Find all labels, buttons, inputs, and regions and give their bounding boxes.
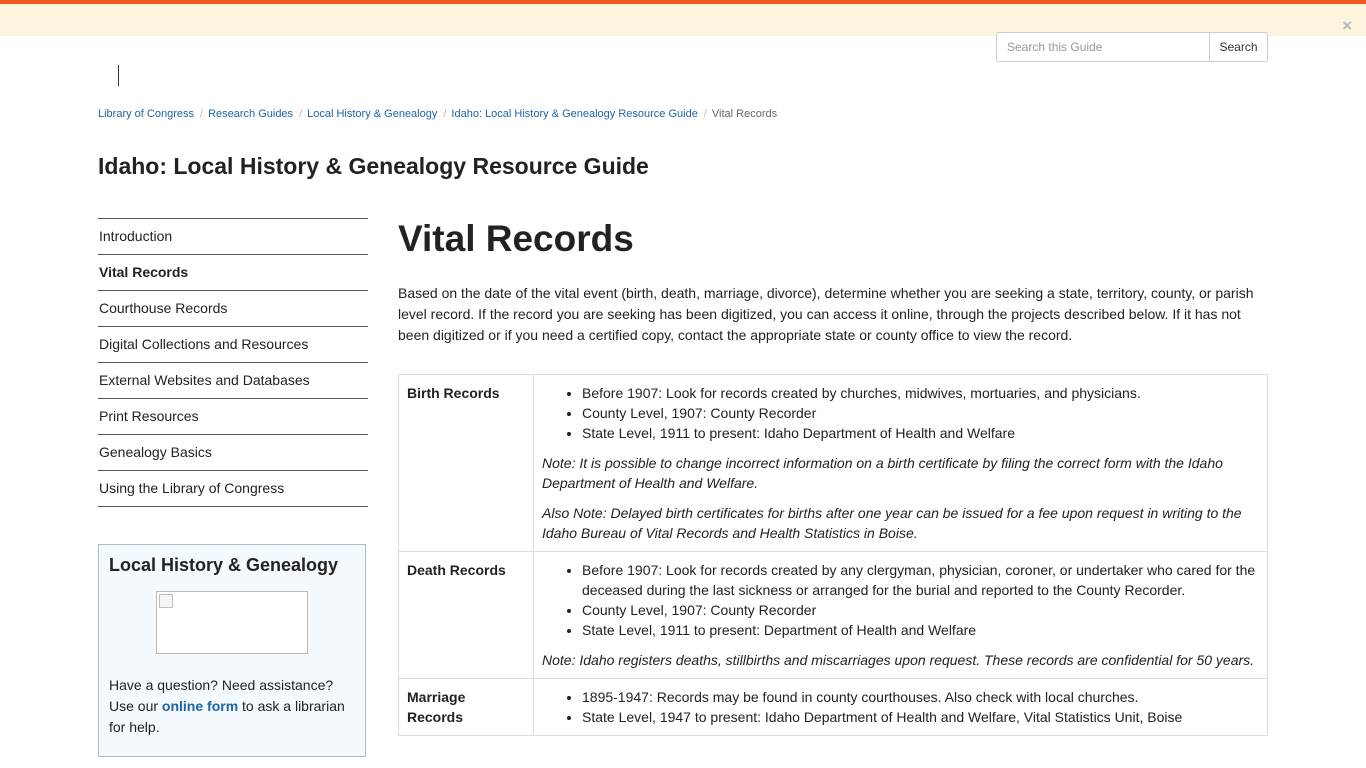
search-button[interactable]: Search — [1209, 32, 1268, 62]
row-content — [534, 552, 1268, 679]
list-item: • County Level, 1907: County Recorder — [582, 600, 1259, 620]
vital-records-table — [398, 374, 1268, 736]
sidebar-item-digital-collections[interactable]: Digital Collections and Resources — [98, 327, 368, 363]
broken-image-placeholder — [156, 591, 308, 654]
page-title: Vital Records — [398, 218, 634, 259]
intro-paragraph: Based on the date of the vital event (birth, death, marriage, divorce), determine whether you are seeking a state, territory, county, or parish level record. If the record you are seeking has been digitized, you can access it online, through the projects described below. If it has not been digitized or if you need a certified copy, contact the appropriate state or county office to view the record. — [398, 285, 1254, 343]
breadcrumb-link-idaho-guide[interactable]: Idaho: Local History & Genealogy Resource Guide — [451, 108, 698, 120]
help-text-before: Have a question? Need assistance? Use our — [109, 677, 334, 714]
breadcrumb-separator: / — [703, 108, 707, 120]
note-text: Also Note: Delayed birth certificates for births after one year can be issued for a fee upon request in writing to the Idaho Bureau of Vital Records and Health Statistics in Boise. — [542, 505, 1242, 541]
row-label: Marriage Records — [399, 679, 534, 736]
note-text: Note: It is possible to change incorrect information on a birth certificate by filing the correct form with the Idaho Department of Health and Welfare. — [542, 455, 1223, 491]
search-input[interactable] — [996, 32, 1209, 62]
guide-title: Idaho: Local History & Genealogy Resource Guide — [98, 153, 649, 179]
row-content — [534, 375, 1268, 552]
help-text-after: to ask a librarian for help. — [109, 698, 345, 735]
list-item: • County Level, 1907: County Recorder — [582, 403, 1259, 423]
help-box-title: Local History & Genealogy — [109, 555, 339, 575]
table-row-birth-records — [399, 375, 1268, 552]
main-content — [398, 214, 1268, 346]
sidebar-item-introduction[interactable]: Introduction — [98, 219, 368, 255]
breadcrumb-separator: / — [200, 108, 204, 120]
list-item: • 1895-1947: Records may be found in county courthouses. Also check with local churches. — [582, 687, 1259, 707]
record-list — [542, 383, 1259, 443]
online-form-link[interactable]: online form — [161, 698, 239, 714]
list-item: • State Level, 1911 to present: Department of Health and Welfare — [582, 620, 1259, 640]
list-item: • State Level, 1947 to present: Idaho Department of Health and Welfare, Vital Statistics Unit, Boise — [582, 707, 1259, 727]
sidebar-item-courthouse-records[interactable]: Courthouse Records — [98, 291, 368, 327]
table-row-death-records — [399, 552, 1268, 679]
help-box-text — [109, 675, 355, 738]
note-text: Note: Idaho registers deaths, stillbirths and miscarriages upon request. These records are confidential for 50 years. — [542, 652, 1255, 668]
broken-image-icon — [159, 594, 173, 608]
breadcrumb-separator: / — [299, 108, 303, 120]
breadcrumb-separator: / — [443, 108, 447, 120]
sidebar-nav — [98, 218, 368, 507]
row-label: Death Records — [399, 552, 534, 679]
table-row-marriage-records — [399, 679, 1268, 736]
record-list — [542, 560, 1259, 640]
sidebar-item-vital-records[interactable]: Vital Records — [98, 255, 368, 291]
list-item: • Before 1907: Look for records created by any clergyman, physician, coroner, or undertaker who cared for the deceased during the last sickness or arranged for the burial and reported to the County Recorder. — [582, 560, 1259, 600]
record-list — [542, 687, 1259, 727]
guide-search-form — [996, 32, 1268, 62]
row-content — [534, 679, 1268, 736]
breadcrumb-link-local-history[interactable]: Local History & Genealogy — [307, 108, 438, 120]
sidebar-item-genealogy-basics[interactable]: Genealogy Basics — [98, 435, 368, 471]
list-item: • State Level, 1911 to present: Idaho Department of Health and Welfare — [582, 423, 1259, 443]
sidebar-item-external-websites[interactable]: External Websites and Databases — [98, 363, 368, 399]
close-icon[interactable]: × — [1342, 16, 1352, 35]
logo-divider — [118, 65, 119, 86]
sidebar-item-using-loc[interactable]: Using the Library of Congress — [98, 471, 368, 507]
list-item: • Before 1907: Look for records created by churches, midwives, mortuaries, and physicians. — [582, 383, 1259, 403]
row-label: Birth Records — [399, 375, 534, 552]
sidebar-item-print-resources[interactable]: Print Resources — [98, 399, 368, 435]
breadcrumb — [98, 108, 777, 120]
breadcrumb-current: Vital Records — [711, 108, 778, 120]
breadcrumb-link-library-of-congress[interactable]: Library of Congress — [98, 108, 194, 120]
breadcrumb-link-research-guides[interactable]: Research Guides — [208, 108, 294, 120]
help-box — [98, 544, 366, 757]
